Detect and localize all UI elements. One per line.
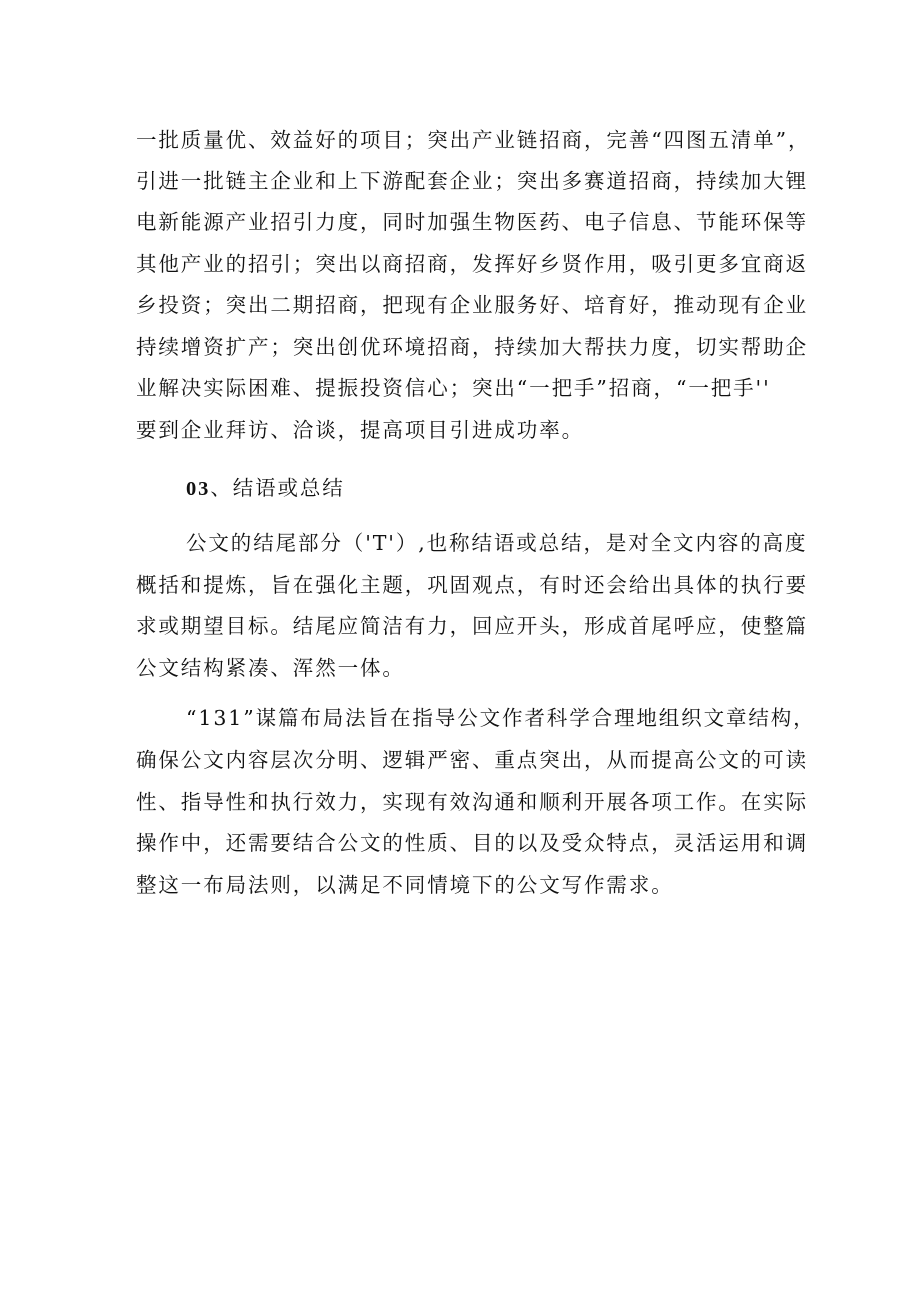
paragraph-line: 公文的结尾部分（'T'）,也称结语或总结，是对全文内容的高度 xyxy=(186,531,808,555)
paragraph-line: 电新能源产业招引力度，同时加强生物医药、电子信息、节能环保等 xyxy=(136,210,808,234)
paragraph-line: 概括和提炼，旨在强化主题，巩固观点，有时还会给出具体的执行要 xyxy=(136,573,808,597)
paragraph-line: 公文结构紧凑、浑然一体。 xyxy=(136,656,405,680)
paragraph-line: 整这一布局法则，以满足不同情境下的公文写作需求。 xyxy=(136,873,674,897)
paragraph-line: 引进一批链主企业和上下游配套企业；突出多赛道招商，持续加大锂 xyxy=(136,169,808,193)
paragraph-line: 求或期望目标。结尾应简洁有力，回应开头，形成首尾呼应，使整篇 xyxy=(136,614,808,638)
paragraph-line: 持续增资扩产；突出创优环境招商，持续加大帮扶力度，切实帮助企 xyxy=(136,335,808,359)
section-title: 、结语或总结 xyxy=(210,476,345,500)
paragraph-line: 其他产业的招引；突出以商招商，发挥好乡贤作用，吸引更多宜商返 xyxy=(136,252,808,276)
paragraph-line: “131”谋篇布局法旨在指导公文作者科学合理地组织文章结构， xyxy=(186,706,816,730)
paragraph-line: 业解决实际困难、提振投资信心；突出“一把手”招商，“一把手'' xyxy=(136,376,771,400)
paragraph-line: 性、指导性和执行效力，实现有效沟通和顺利开展各项工作。在实际 xyxy=(136,790,808,814)
section-number: 03 xyxy=(186,478,211,500)
paragraph-line: 要到企业拜访、洽谈，提高项目引进成功率。 xyxy=(136,418,584,442)
section-heading xyxy=(186,474,345,503)
paragraph-line: 乡投资；突出二期招商，把现有企业服务好、培育好，推动现有企业 xyxy=(136,293,808,317)
paragraph-line: 一批质量优、效益好的项目；突出产业链招商，完善“四图五清单”， xyxy=(136,128,811,152)
paragraph-line: 操作中，还需要结合公文的性质、目的以及受众特点，灵活运用和调 xyxy=(136,831,808,855)
paragraph-line: 确保公文内容层次分明、逻辑严密、重点突出，从而提高公文的可读 xyxy=(136,748,808,772)
